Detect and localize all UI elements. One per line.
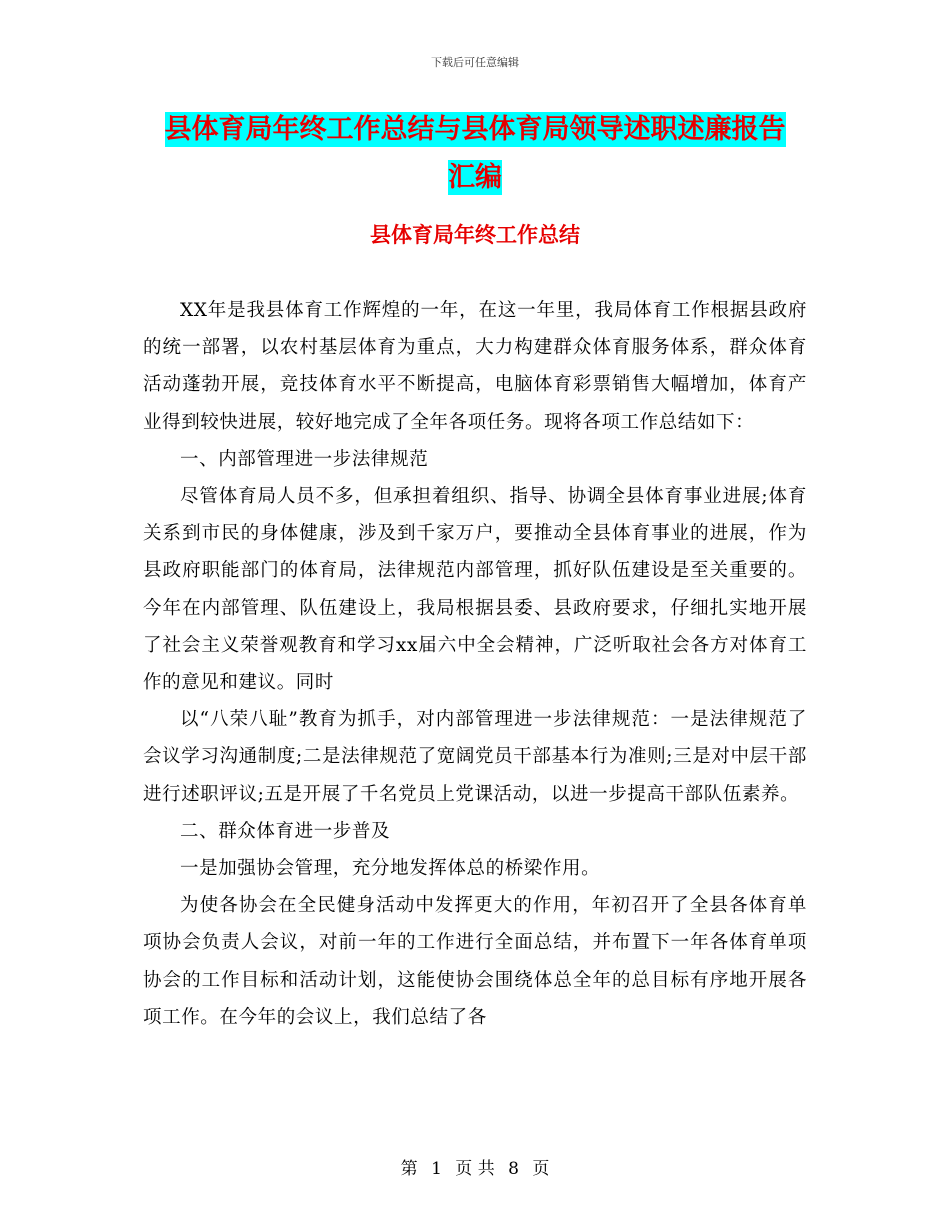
footer-suffix: 页 (532, 1159, 550, 1179)
total-page-count: 8 (508, 1159, 519, 1179)
body-text (143, 292, 807, 1036)
paragraph: XX年是我县体育工作辉煌的一年，在这一年里，我局体育工作根据县政府的统一部署，以农村基层体育为重点，大力构建群众体育服务体系，群众体育活动蓬勃开展，竞技体育水平不断提高，电脑体育彩票销售大幅增加，体育产业得到较快进展，较好地完成了全年各项任务。现将各项工作总结如下： (143, 300, 807, 433)
current-page-number: 1 (431, 1159, 442, 1179)
title-line-1: 县体育局年终工作总结与县体育局领导述职述廉报告 (164, 114, 786, 145)
section-heading: 二、群众体育进一步普及 (180, 820, 391, 842)
header-note: 下载后可任意编辑 (431, 56, 519, 69)
footer-mid: 页 共 (455, 1159, 495, 1179)
paragraph: 以“八荣八耻”教育为抓手，对内部管理进一步法律规范：一是法律规范了会议学习沟通制度;二是法律规范了宽阔党员干部基本行为准则;三是对中层干部进行述职评议;五是开展了千名党员上党课活动，以进一步提高干部队伍素养。 (143, 709, 807, 805)
page-footer (0, 1154, 950, 1179)
title-line-2: 汇编 (448, 162, 502, 193)
footer-prefix: 第 (400, 1159, 418, 1179)
document-title (150, 106, 800, 202)
paragraph: 尽管体育局人员不多，但承担着组织、指导、协调全县体育事业进展;体育关系到市民的身体健康，涉及到千家万户，要推动全县体育事业的进展，作为县政府职能部门的体育局，法律规范内部管理，抓好队伍建设是至关重要的。今年在内部管理、队伍建设上，我局根据县委、县政府要求，仔细扎实地开展了社会主义荣誉观教育和学习xx届六中全会精神，广泛听取社会各方对体育工作的意见和建议。同时 (143, 486, 807, 694)
section-heading: 一、内部管理进一步法律规范 (180, 448, 429, 470)
section-title: 县体育局年终工作总结 (370, 222, 580, 247)
paragraph: 一是加强协会管理，充分地发挥体总的桥梁作用。 (180, 858, 601, 880)
paragraph: 为使各协会在全民健身活动中发挥更大的作用，年初召开了全县各体育单项协会负责人会议，对前一年的工作进行全面总结，并布置下一年各体育单项协会的工作目标和活动计划，这能使协会围绕体总全年的总目标有序地开展各项工作。在今年的会议上，我们总结了各 (143, 895, 807, 1028)
